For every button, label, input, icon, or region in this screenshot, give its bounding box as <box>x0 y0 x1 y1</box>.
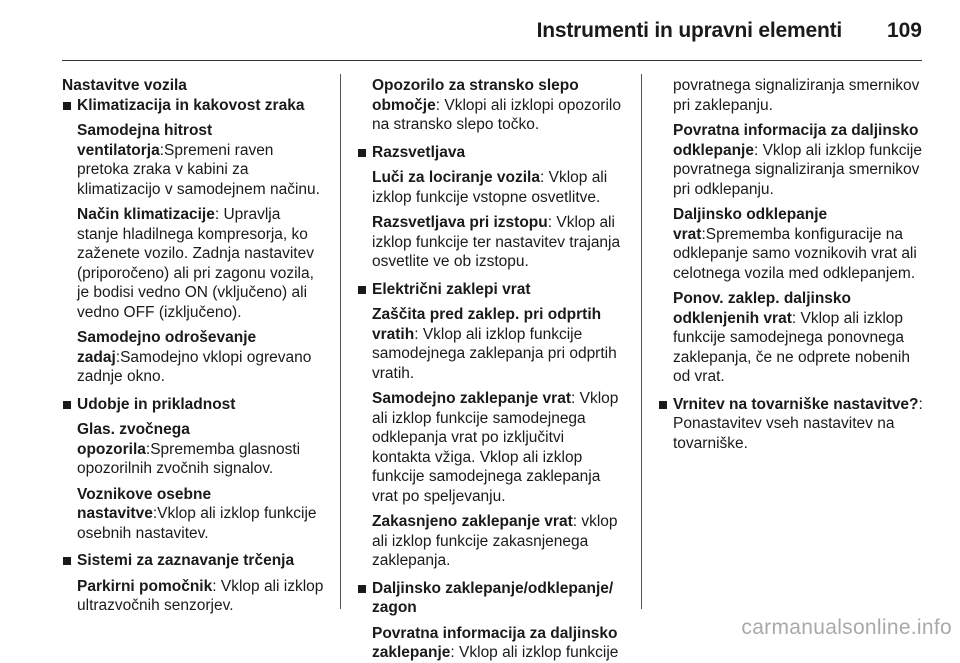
setting-description: Vklop ali izklop funkcije osebnih nastavitev. <box>77 505 317 542</box>
setting-label: Voznikove osebne nastavitve <box>77 485 212 522</box>
setting-label: Samodejna hitrost ventilatorja <box>77 122 213 159</box>
setting-description: Vklop ali izklop funkcije povratnega signaliziranja smernikov pri odklepanju. <box>673 141 922 198</box>
setting-item: Način klimatizacije: Upravlja stanje hladilnega kompresorja, ko zaženete vozilo. Zadnja nastavitev (priporočeno) ali pri zagonu vozila, je bodisi vedno ON (vključeno) ali vedno OFF (izključeno). <box>77 206 314 321</box>
setting-label: Način klimatizacije <box>77 206 215 223</box>
setting-description: Spremeni raven pretoka zraka v kabini za klimatizacijo v samodejnem načinu. <box>77 141 320 198</box>
setting-description: Vklop ali izklop funkcije samodejnega odklepanja vrat po izključitvi kontakta vžiga. Vklop ali izklop funkcije samodejnega zaklepanja vrat po speljevanju. <box>372 390 619 505</box>
setting-label: Samodejno odroševanje zadaj <box>77 329 257 366</box>
setting-label: Parkirni pomočnik <box>77 577 213 595</box>
setting-item: Samodejno odroševanje zadaj:Samodejno vklopi ogrevano zadnje okno. <box>77 329 312 385</box>
setting-label: Zakasnjeno zaklepanje vrat <box>372 513 573 530</box>
bullet-heading: Vrnitev na tovarniške nastavitve?: Ponastavitev vseh nastavitev na tovarniške. <box>658 395 926 454</box>
setting-item: Ponov. zaklep. daljinsko odklenjenih vrat: Vklop ali izklop funkcije samodejnega ponovnega zaklepanja, če ne odprete nobenih od vrat. <box>673 290 910 385</box>
setting-item: Glas. zvočnega opozorila:Sprememba glasnosti opozorilnih zvočnih signalov. <box>77 421 301 477</box>
setting-description: Vklop ali izklop funkcije <box>459 644 619 661</box>
bullet-heading: Sistemi za zaznavanje trčenja <box>62 551 324 571</box>
watermark: carmanualsonline.info <box>741 616 952 639</box>
setting-item: Zakasnjeno zaklepanje vrat: vklop ali izklop funkcije zakasnjenega zaklepanja. <box>372 513 618 569</box>
setting-description: Vklop ali izklop ultrazvočnih senzorjev. <box>77 577 324 614</box>
setting-description: Sprememba konfiguracije na odklepanje samo voznikovih vrat ali celotnega vozila med odklepanjem. <box>673 225 917 282</box>
page-header <box>0 0 960 60</box>
setting-item: Opozorilo za stransko slepo območje: Vklopi ali izklopi opozorilo na stransko slepo točko. <box>372 77 621 133</box>
bullet-heading: Razsvetljava <box>357 143 625 163</box>
setting-label: Glas. zvočnega opozorila <box>77 421 190 458</box>
setting-label: Zaščita pred zaklep. pri odprtih vratih <box>372 306 602 343</box>
setting-description: Vklop ali izklop funkcije ter nastavitev trajanja osvetlite ve ob izstopu. <box>372 214 621 270</box>
setting-item: Samodejna hitrost ventilatorja:Spremeni raven pretoka zraka v kabini za klimatizacijo v samodejnem načinu. <box>77 122 320 198</box>
setting-item: Daljinsko odklepanje vrat:Sprememba konfiguracije na odklepanje samo voznikovih vrat ali celotnega vozila med odklepanjem. <box>673 206 917 282</box>
column-2 <box>357 76 625 663</box>
bullet-heading: Udobje in prikladnost <box>62 395 324 415</box>
setting-item: Parkirni pomočnik: Vklop ali izklop ultrazvočnih senzorjev. <box>77 577 324 614</box>
setting-label: Opozorilo za stransko slepo območje <box>372 77 579 114</box>
setting-description: Vklop ali izklop funkcije samodejnega zaklepanja pri odprtih vratih. <box>372 325 617 382</box>
setting-description: Vklopi ali izklopi opozorilo na stransko slepo točko. <box>372 96 621 133</box>
setting-label: Povratna informacija za daljinsko zaklepanje <box>372 624 618 661</box>
setting-description: povratnega signaliziranja smernikov pri zaklepanju. <box>673 77 920 114</box>
setting-description: Vklop ali izklop funkcije vstopne osvetlitve. <box>372 169 608 206</box>
header-divider <box>62 60 922 61</box>
page-title: Instrumenti in upravni elementi <box>536 19 842 42</box>
setting-label: Razsvetljava pri izstopu <box>372 214 548 231</box>
setting-description: Vklop ali izklop funkcije samodejnega ponovnega zaklepanja, če ne odprete nobenih od vrat. <box>673 309 910 385</box>
setting-item: Razsvetljava pri izstopu: Vklop ali izklop funkcije ter nastavitev trajanja osvetlite ve ob izstopu. <box>372 214 621 270</box>
setting-description: Ponastavitev vseh nastavitev na tovarniške. <box>673 415 895 452</box>
page-number: 109 <box>886 19 922 42</box>
column-1 <box>62 76 324 616</box>
setting-label: Ponov. zaklep. daljinsko odklenjenih vrat <box>673 290 852 327</box>
setting-item: Povratna informacija za daljinsko odklepanje: Vklop ali izklop funkcije povratnega signaliziranja smernikov pri odklepanju. <box>673 122 922 198</box>
setting-item: Luči za lociranje vozila: Vklop ali izklop funkcije vstopne osvetlitve. <box>372 169 608 206</box>
setting-label: Daljinsko odklepanje vrat <box>673 206 828 243</box>
setting-item: Voznikove osebne nastavitve:Vklop ali izklop funkcije osebnih nastavitev. <box>77 485 317 542</box>
column-3 <box>658 76 926 453</box>
bullet-heading: Klimatizacija in kakovost zraka <box>62 96 324 116</box>
bullet-heading: Električni zaklepi vrat <box>357 280 625 300</box>
setting-item <box>658 76 926 115</box>
setting-item: Zaščita pred zaklep. pri odprtih vratih: Vklop ali izklop funkcije samodejnega zaklepanja pri odprtih vratih. <box>372 306 617 382</box>
setting-label: Samodejno zaklepanje vrat <box>372 390 571 407</box>
setting-description: vklop ali izklop funkcije zakasnjenega zaklepanja. <box>372 513 618 569</box>
setting-description: Sprememba glasnosti opozorilnih zvočnih signalov. <box>77 440 301 477</box>
setting-description: Upravlja stanje hladilnega kompresorja, ko zaženete vozilo. Zadnja nastavitev (priporočeno) ali pri zagonu vozila, je bodisi vedno ON (vključeno) ali vedno OFF (izključeno). <box>77 206 314 321</box>
column-divider-1 <box>340 74 341 609</box>
setting-item: Samodejno zaklepanje vrat: Vklop ali izklop funkcije samodejnega odklepanja vrat po izključitvi kontakta vžiga. Vklop ali izklop funkcije samodejnega zaklepanja vrat po speljevanju. <box>372 390 619 505</box>
setting-label: Povratna informacija za daljinsko odklepanje <box>673 122 919 159</box>
bullet-heading: Daljinsko zaklepanje/odklepanje/ zagon <box>357 579 625 618</box>
setting-item: Povratna informacija za daljinsko zaklepanje: Vklop ali izklop funkcije <box>372 624 619 661</box>
setting-label: Luči za lociranje vozila <box>372 169 540 186</box>
setting-description: Samodejno vklopi ogrevano zadnje okno. <box>77 348 312 385</box>
column-divider-2 <box>641 74 642 609</box>
section-title: Nastavitve vozila <box>62 77 187 94</box>
